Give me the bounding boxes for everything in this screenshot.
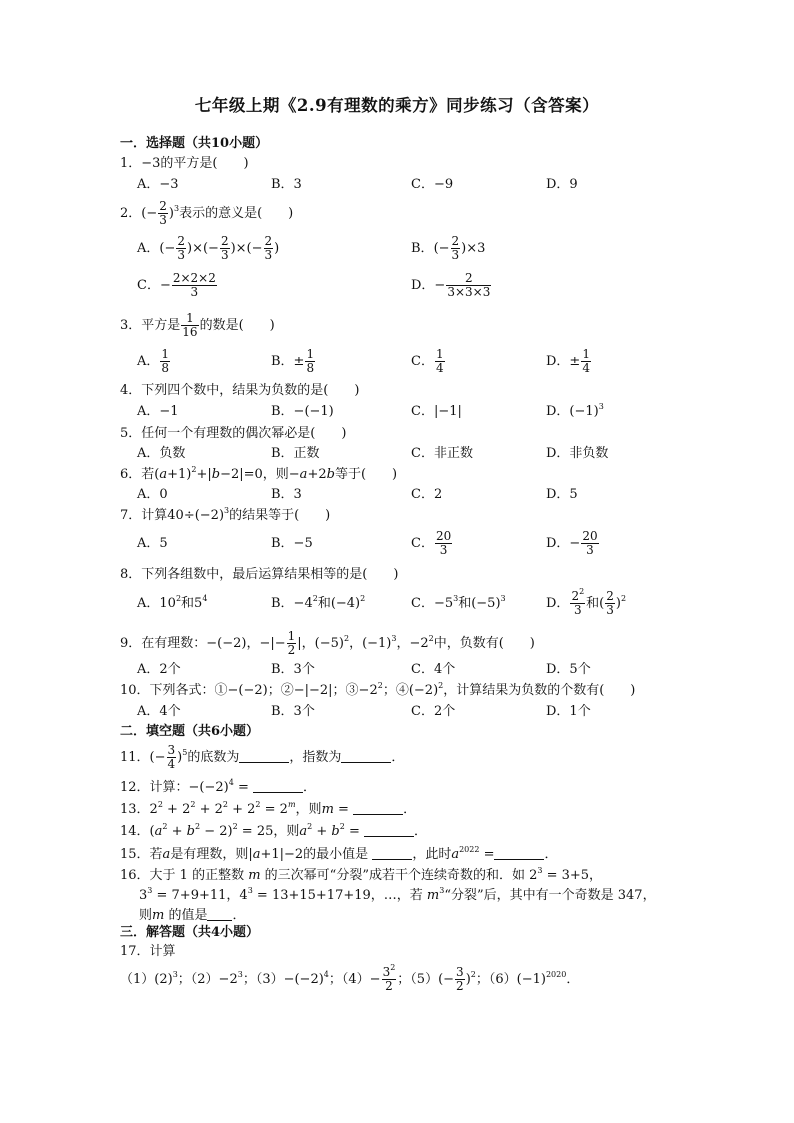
- page-title: 七年级上期《2.9有理数的乘方》同步练习（含答案）: [194, 96, 600, 115]
- question-3: 3．平方是 $\frac{1}{16}$ 的数是( ): [120, 311, 275, 339]
- question-9: 9．在有理数：−(−2)，−|− $\frac{1}{2}$ |，$(-5)^2$，$(-1)^3$，$-2^2$中，负数有( ): [120, 629, 535, 657]
- q1-option-a: A．−3: [137, 177, 179, 192]
- question-5: 5．任何一个有理数的偶次幂必是( ): [120, 426, 347, 441]
- question-17: 17．计算: [120, 944, 176, 959]
- q7-option-c: C． $\frac{20}{3}$: [411, 529, 452, 557]
- question-11: 11．(− $\frac{3}{4}$ )$^5$的底数为 ，指数为 ．: [120, 743, 405, 771]
- question-7: 7．计算$40\div(-2)^3$的结果等于( ): [120, 506, 331, 523]
- q9-option-a: A．2个: [137, 662, 181, 677]
- q5-option-d: D．非负数: [546, 446, 609, 461]
- section-heading-fill: 二．填空题（共6小题）: [120, 724, 260, 739]
- question-10: 10．下列各式：①−(−2)；②−|−2|；$③-2^2$；$④(-2)^2$，计算结果为负数的个数有( ): [120, 681, 636, 698]
- question-12: 12．计算：$-(-2)^4$ = ．: [120, 778, 317, 795]
- q6-option-a: A．0: [137, 487, 168, 502]
- question-17-items: $(1)(2)^3$；$(2)-2^3$；$(3)-(-2)^4$；（4）− $\frac{3^2}{2}$ ；（5）(− $\frac{3}{2}$ )$^2$；$(6)(-1)^{2020}$．: [120, 963, 580, 993]
- q9-option-d: D．5个: [546, 662, 591, 677]
- question-1: 1．−3的平方是( ): [120, 156, 249, 171]
- q8-option-d: D． $\frac{2^2}{3}$ 和( $\frac{2}{3}$ )$^2$: [546, 587, 627, 617]
- q6-option-c: C．2: [411, 487, 443, 502]
- q7-option-a: A．5: [137, 536, 168, 551]
- question-15: 15．若a是有理数，则|a+1|−2的最小值是 ，此时$a^{2022}$ = ．: [120, 845, 558, 862]
- q9-option-b: B．3个: [271, 662, 315, 677]
- q4-option-c: C．|−1|: [411, 404, 462, 419]
- q2-option-a: A．(− $\frac{2}{3}$ )×(− $\frac{2}{3}$ )×(− $\frac{2}{3}$ ): [137, 234, 280, 262]
- q3-option-d: D．± $\frac{1}{4}$: [546, 347, 590, 375]
- q8-option-a: A．$10^2$和$5^4$: [137, 594, 208, 611]
- q4-option-b: B．−(−1): [271, 404, 334, 419]
- q8-option-c: C．$-5^3$和$(-5)^3$: [411, 594, 506, 611]
- q4-option-d: D．$(-1)^3$: [546, 402, 604, 419]
- q7-option-d: D．− $\frac{20}{3}$: [546, 529, 598, 557]
- question-2: 2．(− $\frac{2}{3}$ )$^3$表示的意义是( ): [120, 199, 294, 227]
- q3-option-b: B．± $\frac{1}{8}$: [271, 347, 315, 375]
- section-heading-choice: 一．选择题（共10小题）: [120, 136, 269, 151]
- q2-option-b: B．(− $\frac{2}{3}$ )×3: [411, 234, 486, 262]
- q2-option-c: C．− $\frac{2\times 2\times 2}{3}$: [137, 271, 216, 299]
- q9-option-c: C．4个: [411, 662, 456, 677]
- q10-option-d: D．1个: [546, 704, 591, 719]
- q1-option-d: D．9: [546, 177, 578, 192]
- question-16-line-3: 则m 的值是 ．: [139, 908, 246, 923]
- q10-option-a: A．4个: [137, 704, 181, 719]
- q5-option-b: B．正数: [271, 446, 320, 461]
- question-13: 13．$2^2 + 2^2 + 2^2 + 2^2 = 2^m$，则m = ．: [120, 800, 417, 817]
- question-16-line-1: 16．大于 1 的正整数 m 的三次幂可“分裂”成若干个连续奇数的和．如 $2^3 = 3+5$，: [120, 866, 603, 883]
- q3-option-a: A． $\frac{1}{8}$: [137, 347, 170, 375]
- section-heading-solve: 三．解答题（共4小题）: [120, 925, 260, 940]
- q6-option-b: B．3: [271, 487, 302, 502]
- question-14: 14．$(a^2 + b^2 - 2)^2 = 25$，则$a^2 + b^2$ = ．: [120, 822, 428, 839]
- question-8: 8．下列各组数中，最后运算结果相等的是( ): [120, 567, 399, 582]
- q4-option-a: A．−1: [137, 404, 179, 419]
- q5-option-c: C．非正数: [411, 446, 473, 461]
- question-4: 4．下列四个数中，结果为负数的是( ): [120, 383, 360, 398]
- q1-option-b: B．3: [271, 177, 302, 192]
- question-16-line-2: $3^3 = 7+9+11$，$4^3 = 13+15+17+19$，…，若 $m^3“$分裂”后，其中有一个奇数是 347，: [139, 886, 656, 903]
- q10-option-c: C．2个: [411, 704, 456, 719]
- q2-option-d: D．− $\frac{2}{3\times 3\times 3}$: [411, 271, 491, 299]
- question-6: 6．若$(a+1)^2+|b-2|=0$，则−a+2b等于( ): [120, 465, 398, 482]
- q5-option-a: A．负数: [137, 446, 186, 461]
- q6-option-d: D．5: [546, 487, 578, 502]
- q1-option-c: C．−9: [411, 177, 454, 192]
- q10-option-b: B．3个: [271, 704, 315, 719]
- q7-option-b: B．−5: [271, 536, 313, 551]
- q8-option-b: B．$-4^2$和$(-4)^2$: [271, 594, 366, 611]
- q3-option-c: C． $\frac{1}{4}$: [411, 347, 444, 375]
